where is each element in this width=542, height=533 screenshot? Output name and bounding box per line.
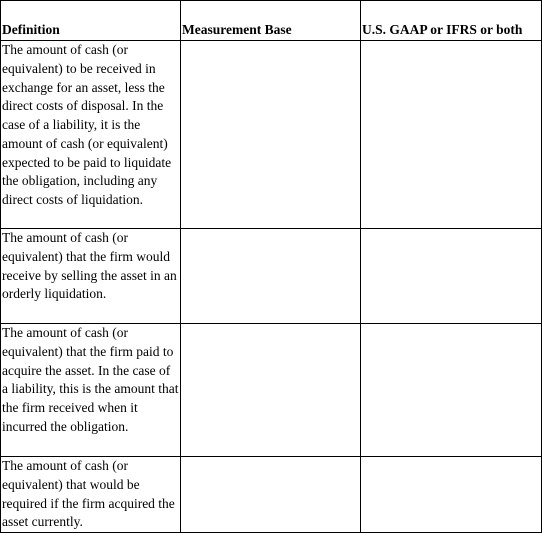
table-row <box>1 41 542 229</box>
header-definition: Definition <box>1 1 181 41</box>
table-row <box>1 457 542 533</box>
header-row <box>1 1 542 41</box>
header-gaap-ifrs: U.S. GAAP or IFRS or both <box>361 1 542 41</box>
measurement-base-cell[interactable] <box>181 229 361 324</box>
gaap-ifrs-cell[interactable] <box>361 457 542 533</box>
measurement-base-cell[interactable] <box>181 457 361 533</box>
definition-cell: The amount of cash (or equivalent) to be received in exchange for an asset, less the direct costs of disposal. In the case of a liability, it is the amount of cash (or equivalent) expected to be paid to liquidate the obligation, including any direct costs of liquidation. <box>1 41 181 229</box>
definition-cell: The amount of cash (or equivalent) that the firm paid to acquire the asset. In the case of a liability, this is the amount that the firm received when it incurred the obligation. <box>1 324 181 457</box>
measurement-base-cell[interactable] <box>181 41 361 229</box>
definition-cell: The amount of cash (or equivalent) that the firm would receive by selling the asset in an orderly liquidation. <box>1 229 181 324</box>
definition-cell: The amount of cash (or equivalent) that would be required if the firm acquired the asset currently. <box>1 457 181 533</box>
measurement-base-cell[interactable] <box>181 324 361 457</box>
gaap-ifrs-cell[interactable] <box>361 229 542 324</box>
gaap-ifrs-cell[interactable] <box>361 324 542 457</box>
header-measurement-base: Measurement Base <box>181 1 361 41</box>
table-row <box>1 324 542 457</box>
table-row <box>1 229 542 324</box>
gaap-ifrs-cell[interactable] <box>361 41 542 229</box>
